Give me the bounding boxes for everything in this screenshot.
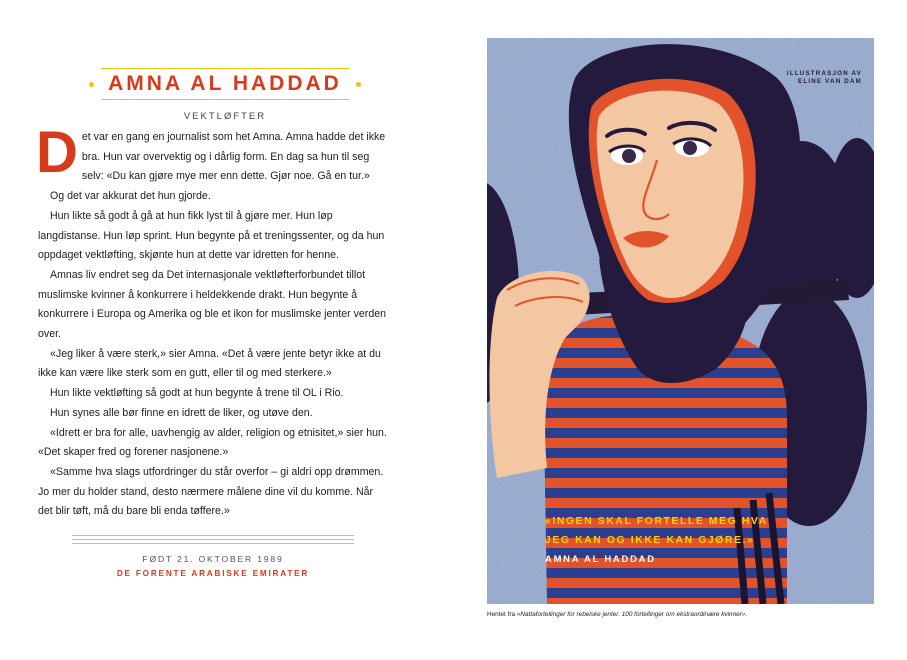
paragraph: Hun likte så godt å gå at hun fikk lyst til å gjøre mer. Hun løp langdistanse. Hun løp sprint. Hun begynte på et treningssenter, og da hun oppdaget vektløfting, skjønte hun at dette var idretten for henne.: [38, 209, 385, 262]
birth-info-block: [72, 535, 354, 578]
caption-suffix: .: [745, 611, 748, 618]
illustration-credit: [787, 70, 862, 86]
credit-line: ILLUSTRASJON AV: [786, 70, 862, 77]
title-rule-bottom: [101, 99, 349, 100]
pupil-left: [622, 149, 636, 163]
paragraph: «Samme hva slags utfordringer du står overfor – gi aldri opp drømmen. Jo mer du holder stand, desto nærmere målene dine vil du komme. Når det blir tøft, må du bare bli enda tøffere.»: [38, 465, 384, 518]
page-title: AMNA AL HADDAD: [108, 72, 342, 95]
caption-prefix: Hentet fra: [487, 611, 517, 618]
pupil-right: [683, 141, 697, 155]
footer-rule: [72, 543, 354, 544]
drop-cap: D: [36, 120, 78, 185]
footer-rule: [72, 539, 354, 540]
caption-book-title: «Nattafortellinger for rebelske jenter. 100 fortellinger om ekstraordinære kvinner»: [516, 611, 746, 618]
paragraph: Hun likte vektløfting så godt at hun begynte å trene til OL i Rio.: [50, 387, 344, 400]
pull-quote: [545, 512, 775, 564]
quote-line: JEG KAN OG IKKE KAN GJØRE.»: [545, 535, 755, 546]
paragraph: Og det var akkurat det hun gjorde.: [50, 190, 211, 203]
title-block: [60, 68, 390, 122]
source-caption: [487, 611, 874, 618]
birth-country: DE FORENTE ARABISKE EMIRATER: [116, 569, 310, 578]
paragraph: «Jeg liker å være sterk,» sier Amna. «Det å være jente betyr ikke at du ikke kan være like sterk som en gutt, eller til og med sterkere.»: [38, 347, 381, 380]
story-body: [36, 120, 390, 522]
paragraph: Amnas liv endret seg da Det internasjonale vektløfterforbundet tillot muslimske kvinner å konkurrere i heldekkende drakt. Hun begynte å konkurrere i Europa og Amerika og ble et ikon for muslimske jenter verden over.: [38, 268, 386, 341]
page-subtitle: VEKTLØFTER: [183, 111, 267, 122]
quote-line: «INGEN SKAL FORTELLE MEG HVA: [545, 516, 768, 527]
footer-rule: [72, 535, 354, 536]
paragraph: «Idrett er bra for alle, uavhengig av alder, religion og etnisitet,» sier hun. «Det skaper fred og forener nasjonene.»: [38, 426, 387, 459]
quote-attribution: AMNA AL HADDAD: [545, 553, 656, 564]
credit-line: ELINE VAN DAM: [798, 78, 862, 85]
paragraph: Hun synes alle bør finne en idrett de liker, og utøve den.: [50, 406, 313, 419]
paragraph: et var en gang en journalist som het Amna. Amna hadde det ikke bra. Hun var overvektig og i dårlig form. En dag sa hun til seg selv: «Du kan gjøre mye mer enn dette. Gjør noe. Gå en tur.»: [81, 131, 386, 183]
bullet-dot-right: [356, 82, 361, 87]
portrait-illustration: [487, 38, 874, 604]
title-row: [60, 69, 390, 99]
birth-date: FØDT 21. OKTOBER 1989: [142, 554, 284, 564]
bullet-dot-left: [89, 82, 94, 87]
